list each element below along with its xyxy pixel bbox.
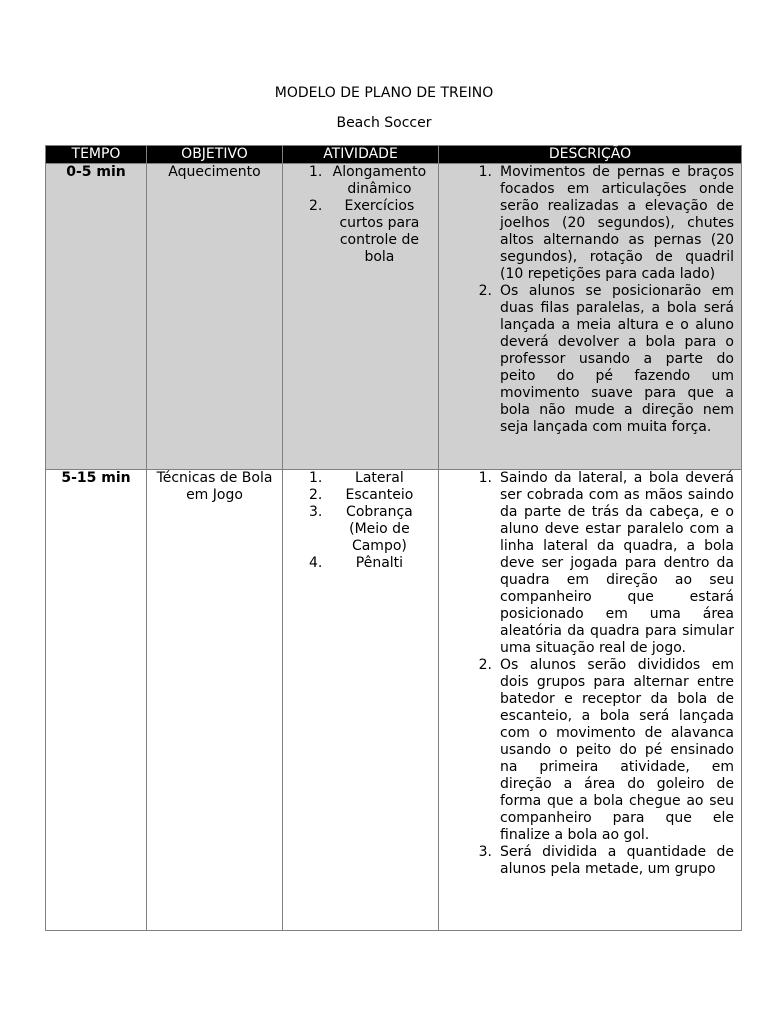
- document-subtitle: Beach Soccer: [336, 115, 432, 131]
- list-item: 3. Será dividida a quantidade de alunos pela metade, um grupo: [478, 844, 734, 877]
- cell-atividade: [283, 470, 439, 931]
- activity-list: [283, 164, 438, 266]
- list-item: 1. Alongamento dinâmico: [309, 164, 427, 197]
- description-list: [439, 164, 741, 436]
- list-item: 1. Saindo da lateral, a bola deverá ser cobrada com as mãos saindo da parte de trás da cabeça, e o aluno deve estar paralelo com a linha lateral da quadra, a bola deve ser jogada para dentro da quadra em direção ao seu companheiro que estará posicionado em uma área aleatória da quadra para simular uma situação real de jogo.: [478, 470, 734, 656]
- list-item: 2. Os alunos se posicionarão em duas filas paralelas, a bola será lançada a meia altura e o aluno deverá devolver a bola para o professor usando a parte do peito do pé fazendo um movimento suave para que a bola não mude a direção nem seja lançada com muita força.: [478, 283, 734, 435]
- description-list: [439, 470, 741, 878]
- cell-tempo: 5-15 min: [46, 470, 147, 931]
- header-objetivo: OBJETIVO: [147, 146, 283, 164]
- cell-objetivo: Aquecimento: [147, 164, 283, 470]
- list-item: 2. Os alunos serão divididos em dois grupos para alternar entre batedor e receptor da bola de escanteio, a bola será lançada com o movimento de alavanca usando o peito do pé ensinado na primeira atividade, em direção a área do goleiro de forma que a bola chegue ao seu companheiro para que ele finalize a bola ao gol.: [478, 657, 734, 843]
- list-item: 1. Lateral: [309, 470, 404, 486]
- list-item: 1. Movimentos de pernas e braços focados em articulações onde serão realizadas a elevação de joelhos (20 segundos), chutes altos alternando as pernas (20 segundos), rotação de quadril (10 repetições para cada lado): [478, 164, 734, 282]
- header-tempo: TEMPO: [46, 146, 147, 164]
- header-descricao: DESCRIÇÃO: [439, 146, 742, 164]
- table-row: [46, 470, 742, 931]
- list-item: 2. Exercícios curtos para controle de bola: [309, 198, 420, 265]
- cell-atividade: [283, 164, 439, 470]
- list-item: 2. Escanteio: [309, 487, 414, 503]
- cell-tempo: 0-5 min: [46, 164, 147, 470]
- table-header-row: [46, 146, 742, 164]
- list-item: 3. Cobrança (Meio de Campo): [309, 504, 413, 554]
- table-row: [46, 164, 742, 470]
- activity-list: [283, 470, 438, 572]
- cell-descricao: [439, 164, 742, 470]
- list-item: 4. Pênalti: [309, 555, 404, 571]
- cell-descricao: [439, 470, 742, 931]
- cell-objetivo: Técnicas de Bola em Jogo: [147, 470, 283, 931]
- training-plan-table: [45, 145, 742, 931]
- header-atividade: ATIVIDADE: [283, 146, 439, 164]
- document-title: MODELO DE PLANO DE TREINO: [274, 85, 494, 101]
